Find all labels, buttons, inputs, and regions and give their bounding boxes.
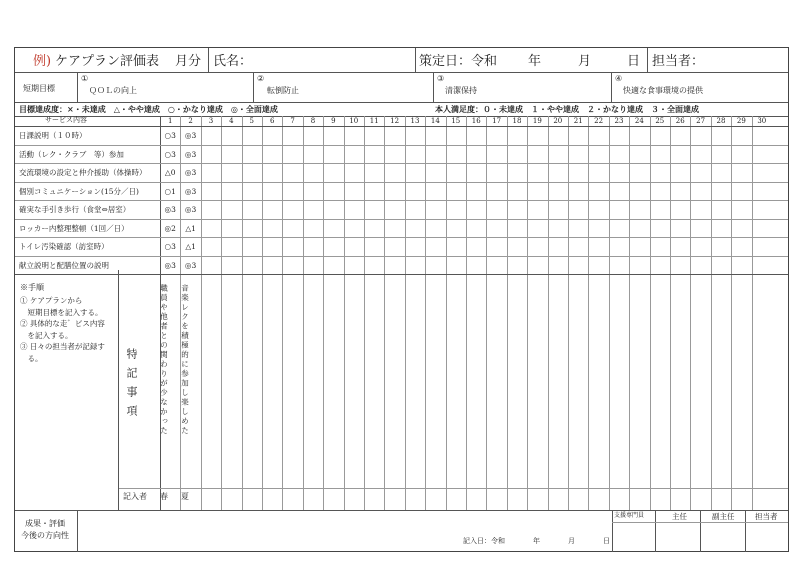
day-header-21: 21 — [573, 116, 583, 125]
row-1-day1-eval[interactable]: ○3 — [164, 131, 176, 140]
entry-date: 記入日：令和 年 月 日 — [463, 537, 610, 545]
service-content-header: サービス内容 — [45, 116, 87, 124]
future-direction-label: 今後の方向性 — [21, 531, 69, 540]
day-header-1: 1 — [167, 116, 173, 125]
day-header-6: 6 — [269, 116, 275, 125]
role-chief: 主任 — [672, 512, 687, 521]
row-3-day2-eval[interactable]: ◎3 — [184, 168, 197, 177]
row-5-day1-eval[interactable]: ◎3 — [164, 205, 176, 214]
day-header-2: 2 — [188, 116, 193, 125]
procedure-title: ※手順 — [20, 283, 44, 292]
day-header-11: 11 — [369, 116, 379, 125]
procedure-step-line: る。 — [20, 353, 43, 363]
form-title: ケアプラン評価表 — [55, 54, 160, 69]
row-8-day2-eval[interactable]: ◎3 — [184, 260, 197, 270]
row-3-day1-eval[interactable]: △0 — [164, 168, 176, 177]
day-header-28: 28 — [716, 116, 726, 125]
goal-3-number: ③ — [437, 74, 445, 83]
name-field[interactable] — [255, 50, 410, 70]
row-8-day1-eval[interactable]: ◎3 — [164, 260, 176, 270]
achievement-legend: 目標達成度：×・未達成 △・やや達成 ○・かなり達成 ◎・全面達成 — [19, 104, 278, 114]
short-term-goal-label: 短期目標 — [23, 84, 55, 93]
satisfaction-legend: 本人満足度：０・未達成 １・やや達成 ２・かなり達成 ３・全面達成 — [435, 104, 699, 114]
day-header-12: 12 — [390, 116, 400, 125]
day-header-22: 22 — [594, 116, 604, 125]
procedure-step-line: を記入する。 — [20, 330, 73, 340]
day-header-20: 20 — [553, 116, 563, 125]
row-5-day2-eval[interactable]: ◎3 — [184, 205, 197, 214]
day-header-7: 7 — [290, 116, 295, 125]
goal-2-number: ② — [257, 74, 265, 83]
goal-4-number: ④ — [615, 74, 623, 83]
name-label: 氏名： — [213, 54, 253, 69]
day-header-9: 9 — [331, 116, 336, 125]
service-row-3: 交流環境の設定と仲介援助（体操時） — [19, 168, 147, 177]
role-care-manager: 支援専門員 — [614, 512, 645, 519]
result-evaluation-label: 成果・評価 — [25, 519, 65, 528]
staff-field[interactable] — [705, 50, 785, 70]
day-header-24: 24 — [634, 116, 644, 125]
writer-label: 記入者 — [123, 492, 147, 501]
day-header-3: 3 — [208, 116, 214, 125]
day-header-10: 10 — [349, 116, 359, 125]
procedure-step-line: ③ 日々の担当者が記録す — [20, 342, 105, 351]
service-row-6: ロッカー内整理整頓（1回／日） — [19, 223, 129, 233]
row-7-day1-eval[interactable]: ○3 — [164, 242, 176, 251]
day-header-27: 27 — [696, 116, 706, 125]
day-header-5: 5 — [249, 116, 255, 125]
day-header-30: 30 — [757, 116, 767, 125]
day-header-23: 23 — [614, 116, 624, 125]
row-7-day2-eval[interactable]: △1 — [185, 242, 196, 251]
day-header-15: 15 — [451, 116, 461, 125]
care-plan-evaluation-sheet — [14, 47, 789, 552]
staff-label: 担当者： — [652, 54, 705, 69]
day-header-17: 17 — [492, 116, 502, 125]
day-header-26: 26 — [675, 116, 685, 125]
procedure-step-line: ① ケアプランから — [20, 296, 83, 305]
row-4-day1-eval[interactable]: ○1 — [164, 186, 176, 196]
goal-4-text: 快適な食事環境の提供 — [623, 86, 703, 95]
day-label: 日 — [627, 54, 641, 69]
service-row-7: トイレ汚染確認（訪室時） — [19, 242, 109, 251]
day-header-29: 29 — [736, 116, 746, 125]
remarks-label: 特記事項 — [125, 348, 138, 424]
service-row-4: 個別コミュニケーション(15分／日) — [19, 186, 139, 196]
row-2-day2-eval[interactable]: ◎3 — [184, 149, 197, 159]
row-6-day1-eval[interactable]: ◎2 — [164, 223, 176, 233]
row-2-day1-eval[interactable]: ○3 — [164, 149, 176, 159]
goal-3-text: 清潔保持 — [445, 86, 477, 95]
day-header-19: 19 — [532, 116, 542, 125]
service-row-1: 日課説明（１０時） — [19, 131, 87, 140]
day-header-18: 18 — [512, 116, 522, 125]
writer-day1: 春 — [160, 492, 168, 501]
service-row-8: 献立説明と配膳位置の説明 — [19, 260, 109, 270]
service-row-2: 活動（レク・クラブ 等）参加 — [19, 149, 124, 159]
row-4-day2-eval[interactable]: ◎3 — [184, 186, 197, 196]
day-header-4: 4 — [229, 116, 234, 125]
day-header-8: 8 — [310, 116, 316, 125]
writer-day2: 夏 — [181, 492, 189, 501]
day-header-16: 16 — [471, 116, 481, 125]
goal-1-number: ① — [81, 74, 89, 83]
row-1-day2-eval[interactable]: ◎3 — [184, 131, 197, 140]
day-header-14: 14 — [430, 116, 440, 125]
year-label: 年 — [528, 54, 542, 69]
procedure-step-line: ② 具体的な走゛ビス内容 — [20, 319, 105, 328]
example-mark: 例) — [33, 54, 52, 69]
day1-note: 職員や他者との関わりが少なかった — [159, 284, 169, 436]
procedure-step-line: 短期目標を記入する。 — [20, 307, 103, 317]
plan-date-label: 策定日：令和 — [419, 54, 498, 69]
month-unit-label: 月 — [578, 54, 592, 69]
goal-1-text: ＱＯＬの向上 — [89, 86, 137, 95]
role-deputy-chief: 副主任 — [712, 512, 735, 521]
month-label: 月分 — [175, 54, 202, 69]
day-header-13: 13 — [410, 116, 420, 125]
service-row-5: 確実な手引き歩行（食堂⇔居室） — [19, 205, 131, 214]
role-staff: 担当者 — [755, 512, 778, 521]
goal-2-text: 転倒防止 — [267, 86, 299, 95]
day2-note: 音楽レクを積極的に参加し楽しめた — [180, 284, 190, 436]
row-6-day2-eval[interactable]: △1 — [185, 223, 196, 233]
day-header-25: 25 — [655, 116, 665, 125]
